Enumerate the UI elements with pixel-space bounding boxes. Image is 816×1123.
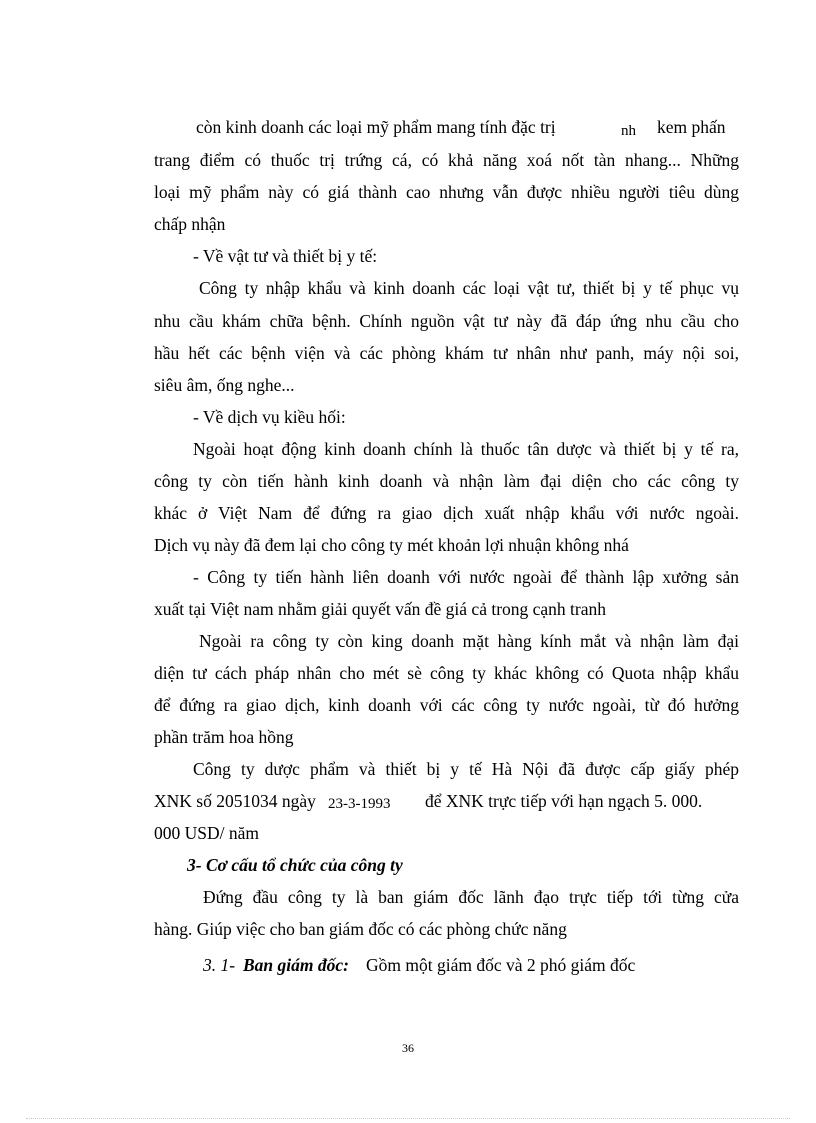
license-date: 23-3-1993 (328, 796, 391, 812)
paragraph-line: Công ty dược phẩm và thiết bị y tế Hà Nội đã được cấp giấy phép (193, 759, 739, 779)
subsection-title: Ban giám đốc: (243, 955, 349, 975)
paragraph-line: siêu âm, ống nghe... (154, 375, 295, 395)
paragraph-line: còn kinh doanh các loại mỹ phẩm mang tính đặc trị (196, 117, 556, 137)
paragraph-line: Ngoài ra công ty còn king doanh mặt hàng kính mắt và nhận làm đại (199, 631, 739, 651)
section-label: - Về dịch vụ kiều hối: (193, 407, 346, 427)
paragraph-line: phần trăm hoa hồng (154, 727, 294, 747)
paragraph-line: hầu hết các bệnh viện và các phòng khám tư nhân như panh, máy nội soi, (154, 343, 739, 363)
paragraph-line: Đứng đầu công ty là ban giám đốc lãnh đạo trực tiếp tới từng cửa (203, 887, 739, 907)
paragraph-line: để đứng ra giao dịch, kinh doanh với các công ty nước ngoài, từ đó hưởng (154, 695, 739, 715)
paragraph-line: loại mỹ phẩm này có giá thành cao nhưng vẫn được nhiều người tiêu dùng (154, 182, 739, 202)
page-number: 36 (402, 1041, 414, 1055)
paragraph-line: Công ty nhập khẩu và kinh doanh các loại vật tư, thiết bị y tế phục vụ (199, 278, 739, 298)
paragraph-line: Dịch vụ này đã đem lại cho công ty mét khoản lợi nhuận không nhá (154, 535, 629, 555)
paragraph-line: nhu cầu khám chữa bệnh. Chính nguồn vật tư này đã đáp ứng nhu cầu cho (154, 311, 739, 331)
paragraph-line: trang điểm có thuốc trị trứng cá, có khả năng xoá nốt tàn nhang... Những (154, 150, 739, 170)
paragraph-line: để XNK trực tiếp với hạn ngạch 5. 000. (425, 791, 703, 811)
paragraph-fragment: nh (621, 123, 636, 139)
section-heading: 3- Cơ cấu tổ chức của công ty (187, 855, 403, 875)
paragraph-line: diện tư cách pháp nhân cho mét sè công ty khác không có Quota nhập khẩu (154, 663, 739, 683)
paragraph-line: xuất tại Việt nam nhằm giải quyết vấn đề giá cả trong cạnh tranh (154, 599, 607, 619)
page-bottom-divider (26, 1118, 790, 1119)
section-label: - Về vật tư và thiết bị y tế: (193, 246, 378, 266)
paragraph-line: Gồm một giám đốc và 2 phó giám đốc (366, 955, 636, 975)
paragraph-line: chấp nhận (154, 214, 226, 234)
paragraph-line: XNK số 2051034 ngày (154, 791, 316, 811)
paragraph-line: hàng. Giúp việc cho ban giám đốc có các phòng chức năng (154, 919, 567, 939)
paragraph-line: công ty còn tiến hành kinh doanh và nhận làm đại diện cho các công ty (154, 471, 739, 491)
paragraph-line: Ngoài hoạt động kinh doanh chính là thuốc tân dược và thiết bị y tế ra, (193, 439, 739, 459)
paragraph-line: - Công ty tiến hành liên doanh với nước ngoài để thành lập xưởng sản (193, 567, 739, 587)
paragraph-line: khác ở Việt Nam để đứng ra giao dịch xuất nhập khẩu với nước ngoài. (154, 503, 739, 523)
subsection-number: 3. 1- (203, 955, 236, 975)
paragraph-fragment: kem phấn (657, 117, 726, 137)
paragraph-line: 000 USD/ năm (154, 823, 259, 843)
